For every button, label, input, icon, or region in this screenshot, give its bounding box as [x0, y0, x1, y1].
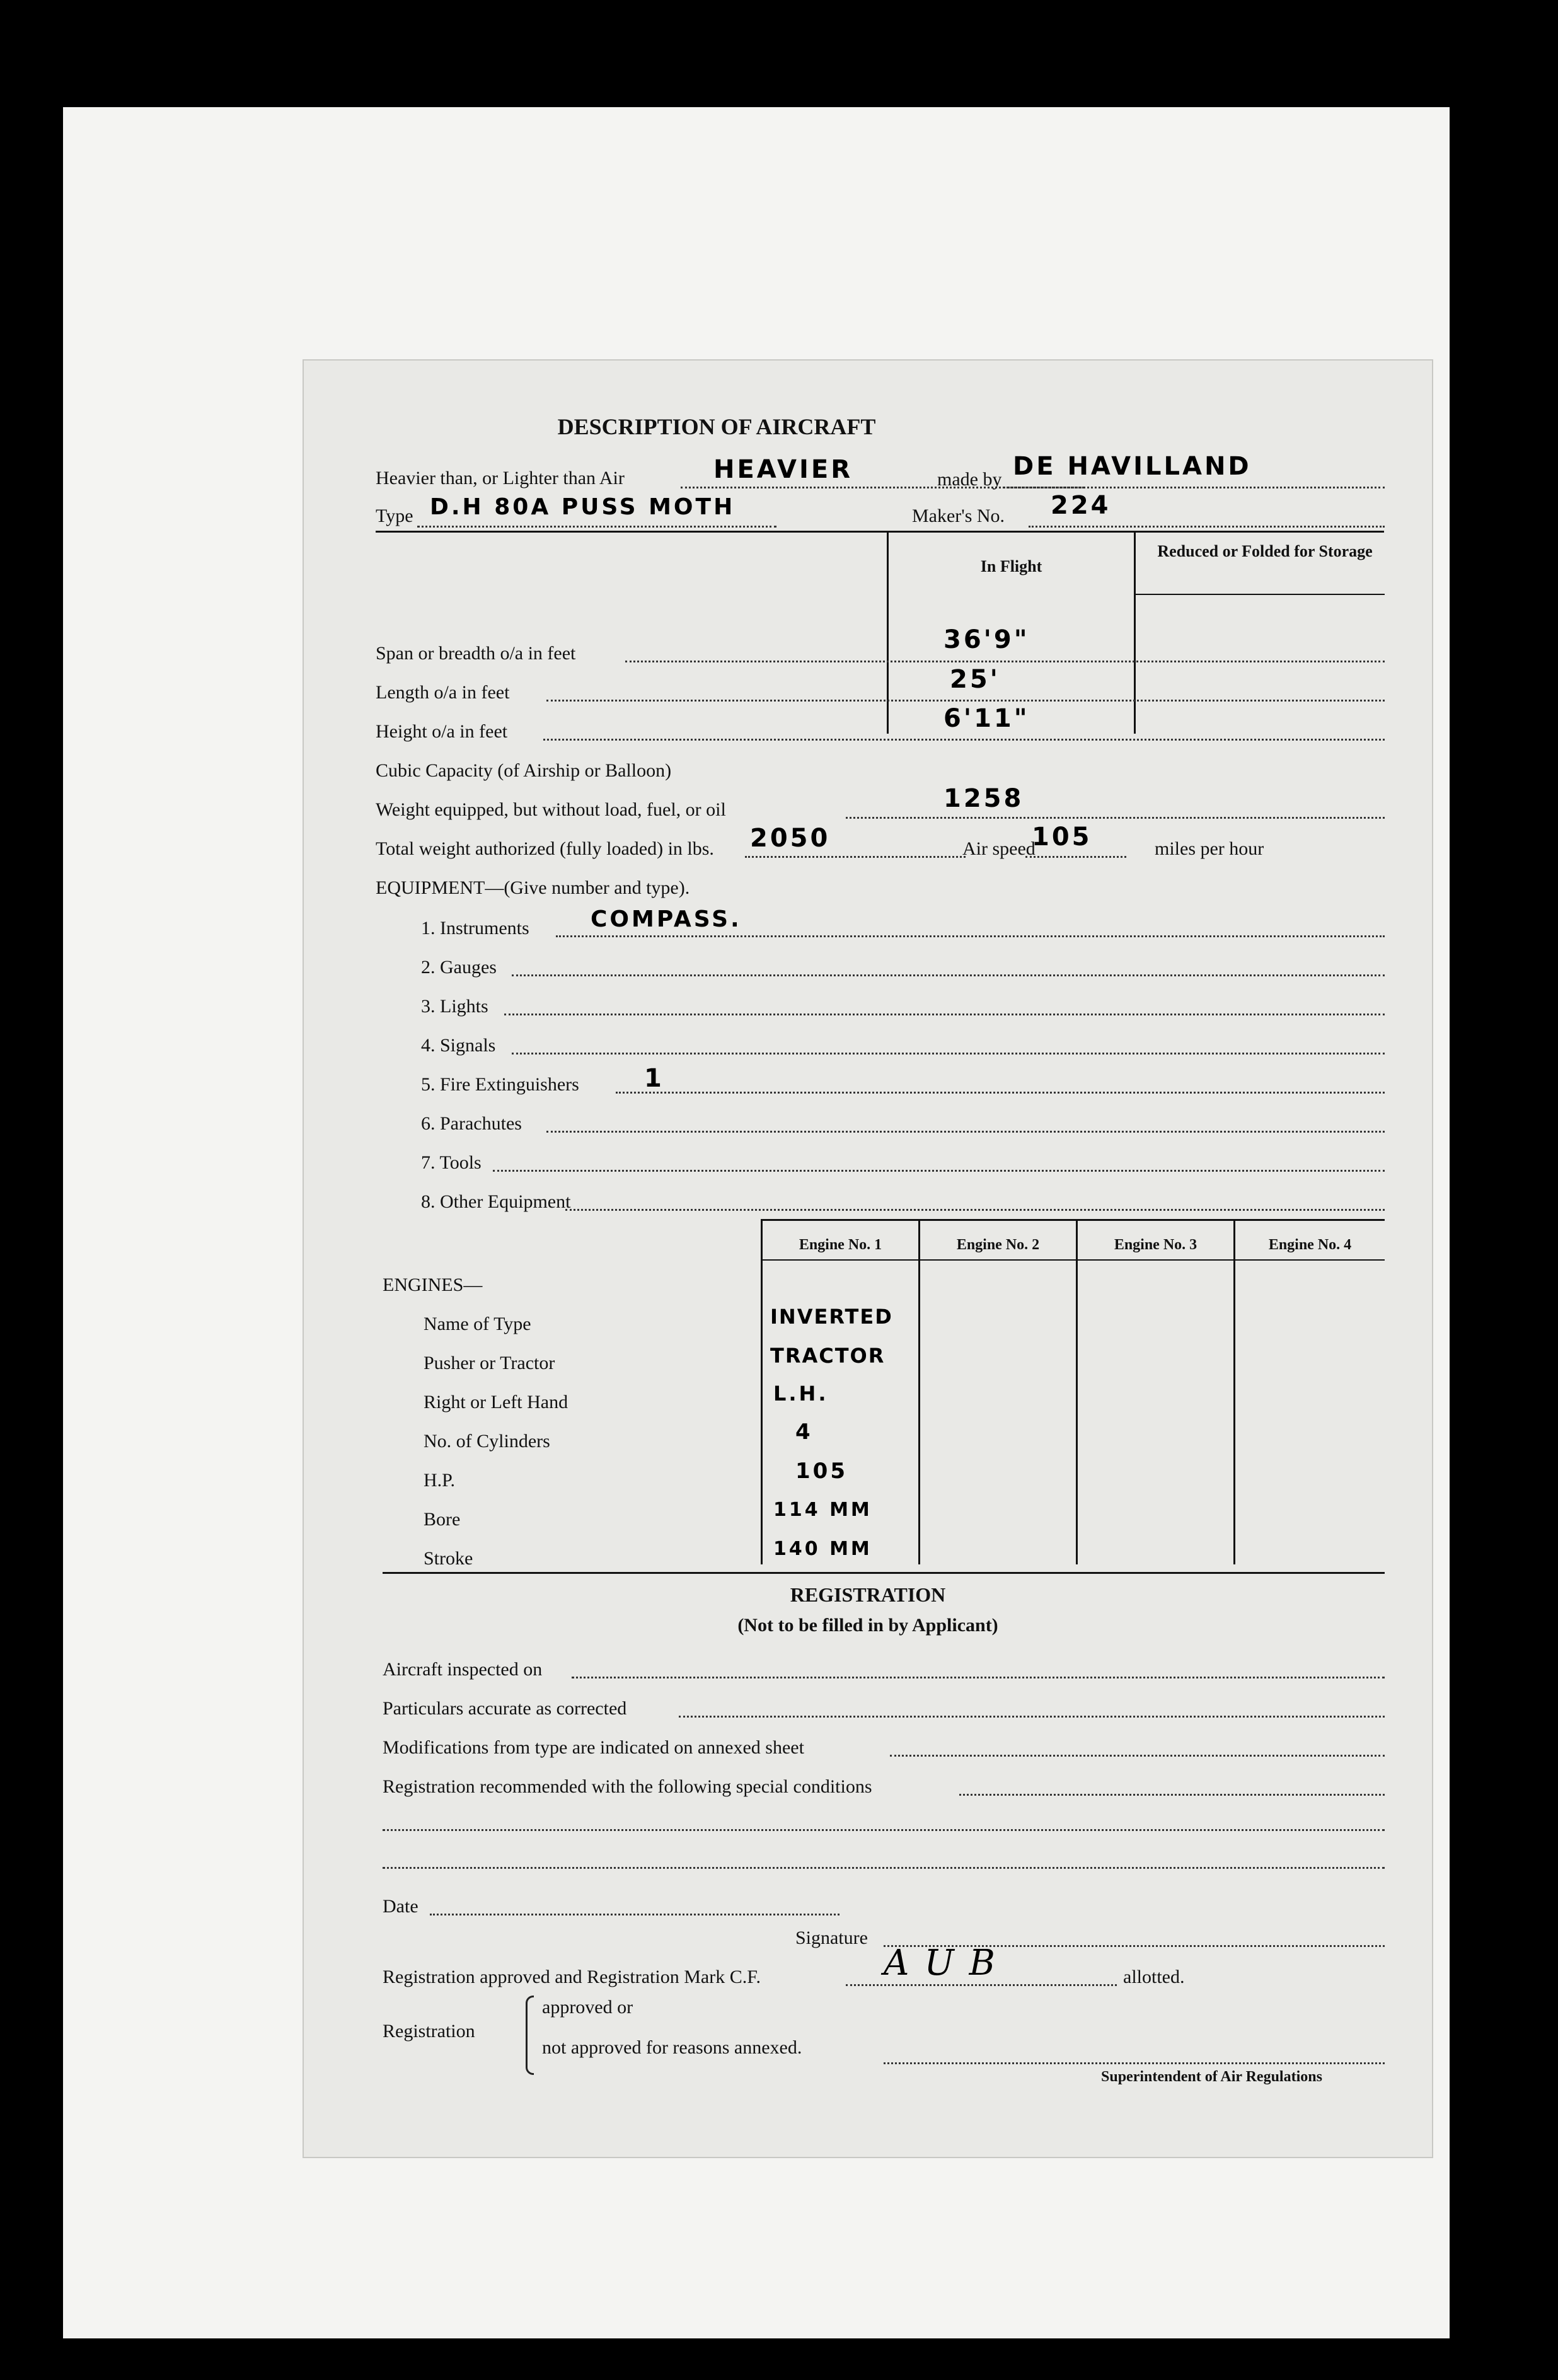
- equipment-item-line: [512, 974, 1385, 976]
- engine-column-header: Engine No. 2: [956, 1237, 1040, 1253]
- engine-row-value: INVERTED: [770, 1305, 893, 1329]
- mph-label: miles per hour: [1155, 838, 1264, 859]
- modifications-label: Modifications from type are indicated on annexed sheet: [383, 1737, 804, 1758]
- air-speed-line: [1025, 856, 1126, 858]
- made-by-value: DE HAVILLAND: [1013, 452, 1252, 481]
- engine-column-header: Engine No. 3: [1114, 1237, 1197, 1253]
- engine-row-label: Stroke: [424, 1548, 473, 1569]
- equipment-item-line: [493, 1170, 1385, 1172]
- reduced-header: Reduced or Folded for Storage: [1157, 542, 1373, 560]
- weight-value: 1258: [943, 784, 1024, 813]
- equipment-item-label: 6. Parachutes: [421, 1113, 522, 1134]
- allotted-label: allotted.: [1123, 1967, 1185, 1987]
- recommended-label: Registration recommended with the following special conditions: [383, 1776, 872, 1797]
- dimensions-col-right: [1134, 532, 1136, 734]
- engines-header-rule: [761, 1259, 1385, 1261]
- engine-row-value: 105: [795, 1459, 848, 1484]
- engine-column-header: Engine No. 1: [799, 1237, 882, 1253]
- equipment-item-line: [512, 1053, 1385, 1054]
- air-speed-label: Air speed: [962, 838, 1036, 859]
- heavier-value: HEAVIER: [713, 455, 853, 484]
- conditions-line: [383, 1829, 1385, 1831]
- modifications-line: [890, 1755, 1385, 1757]
- engine-row-value: 140 MM: [773, 1538, 872, 1560]
- engine-row-label: Right or Left Hand: [424, 1392, 568, 1412]
- engine-row-value: 4: [795, 1419, 813, 1445]
- recommended-line: [959, 1794, 1385, 1796]
- dimensions-top-rule: [376, 531, 1384, 533]
- conditions-line: [383, 1867, 1385, 1869]
- type-value: D.H 80A PUSS MOTH: [430, 494, 736, 520]
- registration-label: Registration: [383, 2021, 475, 2042]
- equipment-item-line: [616, 1092, 1385, 1094]
- height-value: 6'11": [943, 704, 1030, 733]
- equipment-item-value: COMPASS.: [591, 906, 742, 932]
- equipment-item-label: 4. Signals: [421, 1035, 496, 1056]
- equipment-heading: EQUIPMENT—(Give number and type).: [376, 877, 690, 898]
- height-line: [543, 739, 1385, 741]
- total-weight-label: Total weight authorized (fully loaded) in lbs.: [376, 838, 714, 859]
- length-line: [546, 700, 1385, 702]
- equipment-item-label: 2. Gauges: [421, 957, 497, 978]
- heavier-label: Heavier than, or Lighter than Air: [376, 468, 625, 488]
- dimensions-header-rule: [1136, 594, 1385, 595]
- equipment-item-line: [565, 1209, 1385, 1211]
- registration-mark-line: [846, 1984, 1117, 1986]
- signature-label: Signature: [795, 1927, 868, 1948]
- date-label: Date: [383, 1896, 418, 1917]
- approved-or-label: approved or: [542, 1997, 633, 2018]
- registration-heading: REGISTRATION: [790, 1583, 946, 1606]
- aircraft-description-form: [303, 359, 1433, 2158]
- equipment-item-label: 3. Lights: [421, 996, 488, 1017]
- cubic-capacity-label: Cubic Capacity (of Airship or Balloon): [376, 760, 672, 781]
- inspected-line: [572, 1677, 1385, 1678]
- span-line: [625, 661, 1385, 662]
- engine-row-value: TRACTOR: [770, 1344, 886, 1368]
- registration-subheading: (Not to be filled in by Applicant): [737, 1615, 998, 1636]
- registration-mark-value: AUB: [884, 1943, 1010, 1984]
- engine-row-label: Pusher or Tractor: [424, 1353, 555, 1373]
- engines-bottom-rule: [383, 1572, 1385, 1574]
- engine-row-label: Bore: [424, 1509, 461, 1530]
- weight-label: Weight equipped, but without load, fuel, or oil: [376, 799, 726, 820]
- made-by-label: made by: [937, 469, 1002, 490]
- engine-column-header: Engine No. 4: [1268, 1237, 1352, 1253]
- superintendent-line: [884, 2062, 1385, 2064]
- engines-col-3: [1076, 1219, 1078, 1564]
- length-value: 25': [950, 665, 1000, 694]
- form-title: DESCRIPTION OF AIRCRAFT: [557, 414, 876, 439]
- makers-no-line: [1029, 526, 1385, 528]
- total-weight-value: 2050: [750, 824, 831, 853]
- equipment-item-line: [556, 935, 1385, 937]
- date-line: [430, 1914, 840, 1915]
- weight-line: [846, 817, 1385, 819]
- engine-row-label: No. of Cylinders: [424, 1431, 550, 1452]
- dimensions-col-left: [887, 532, 889, 734]
- span-label: Span or breadth o/a in feet: [376, 643, 576, 664]
- particulars-line: [679, 1716, 1385, 1718]
- makers-no-label: Maker's No.: [912, 505, 1005, 526]
- length-label: Length o/a in feet: [376, 682, 510, 703]
- engines-col-4: [1233, 1219, 1235, 1564]
- air-speed-value: 105: [1032, 823, 1092, 852]
- equipment-item-line: [504, 1014, 1385, 1015]
- engines-top-rule: [761, 1219, 1385, 1221]
- inspected-label: Aircraft inspected on: [383, 1659, 543, 1680]
- made-by-line: [1003, 487, 1385, 488]
- engines-heading: ENGINES—: [383, 1274, 483, 1295]
- equipment-item-label: 8. Other Equipment: [421, 1191, 571, 1212]
- not-approved-label: not approved for reasons annexed.: [542, 2037, 802, 2058]
- engine-row-value: L.H.: [773, 1382, 829, 1406]
- equipment-item-label: 1. Instruments: [421, 918, 529, 939]
- type-label: Type: [376, 505, 413, 526]
- height-label: Height o/a in feet: [376, 721, 508, 742]
- engines-col-1: [761, 1219, 763, 1564]
- engines-col-2: [918, 1219, 920, 1564]
- engine-row-label: Name of Type: [424, 1314, 531, 1334]
- registration-brace: [526, 1996, 534, 2075]
- engine-row-value: 114 MM: [773, 1499, 872, 1521]
- equipment-item-label: 5. Fire Extinguishers: [421, 1074, 579, 1095]
- equipment-item-label: 7. Tools: [421, 1152, 482, 1173]
- equipment-item-line: [546, 1131, 1385, 1133]
- span-value: 36'9": [943, 625, 1030, 654]
- total-weight-line: [745, 856, 966, 858]
- approved-label: Registration approved and Registration Mark C.F.: [383, 1967, 761, 1987]
- equipment-item-value: 1: [644, 1064, 664, 1093]
- makers-no-value: 224: [1051, 491, 1111, 520]
- superintendent-label: Superintendent of Air Regulations: [1101, 2069, 1322, 2085]
- particulars-label: Particulars accurate as corrected: [383, 1698, 627, 1719]
- engine-row-label: H.P.: [424, 1470, 456, 1491]
- type-line: [417, 526, 776, 528]
- in-flight-header: In Flight: [980, 557, 1042, 575]
